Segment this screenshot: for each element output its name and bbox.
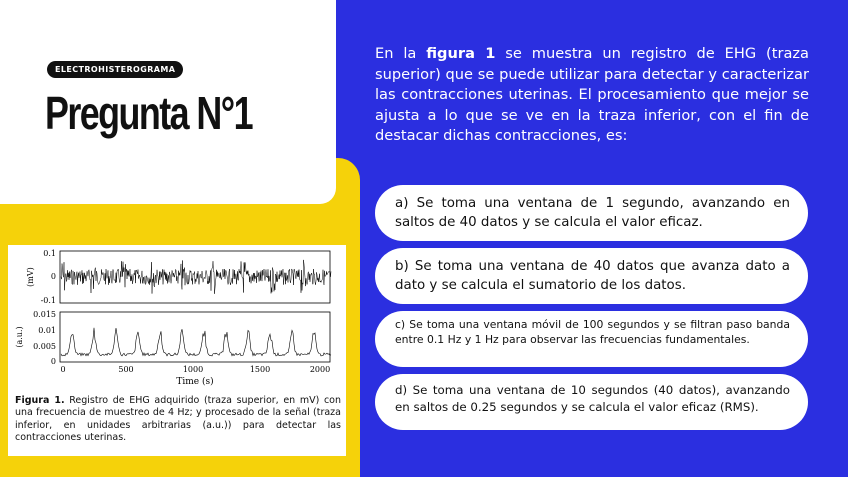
answer-option-d[interactable] — [375, 374, 808, 430]
x-axis-label: Time (s) — [176, 377, 214, 387]
top-y-axis-label: (mV) — [26, 267, 35, 287]
option-label: b) Se toma una ventana de 40 datos que avanza dato a dato y se calcula el sumatorio de los datos. — [395, 259, 790, 293]
top-tick-label: 0.1 — [43, 249, 56, 258]
ehg-figure-plot — [8, 245, 346, 395]
processed-signal-trace — [61, 328, 331, 356]
answer-option-a[interactable] — [375, 185, 808, 241]
answer-option-b[interactable] — [375, 248, 808, 304]
bottom-tick-label: 0.005 — [33, 342, 56, 351]
caption-label: Figura 1. — [15, 395, 65, 406]
topic-tag: ELECTROHISTEROGRAMA — [47, 61, 183, 78]
figure-1 — [8, 245, 346, 456]
top-panel-frame — [60, 251, 330, 303]
x-tick-label: 1500 — [249, 365, 271, 374]
page-title: Pregunta N°1 — [45, 87, 252, 139]
intro-before: En la — [375, 45, 427, 62]
option-label: a) Se toma una ventana de 1 segundo, avanzando en saltos de 40 datos y se calcula el valor eficaz. — [395, 196, 790, 230]
bottom-tick-label: 0.01 — [38, 326, 56, 335]
answer-option-c[interactable] — [375, 311, 808, 367]
question-text — [375, 44, 809, 147]
top-tick-label: 0 — [50, 272, 56, 281]
intro-figure-ref: figura 1 — [426, 45, 496, 62]
x-tick-label: 0 — [60, 365, 66, 374]
bottom-tick-label: 0.015 — [33, 310, 56, 319]
bottom-y-axis-label: (a.u.) — [15, 326, 24, 348]
bottom-tick-label: 0 — [50, 357, 56, 366]
top-tick-label: -0.1 — [40, 296, 56, 305]
caption-text: Registro de EHG adquirido (traza superior, en mV) con una frecuencia de muestreo de 4 Hz; y procesado de la señal (traza inferior, en unidades arbitrarias (a.u.)) para detectar las contracciones uterinas. — [15, 395, 341, 444]
option-label: d) Se toma una ventana de 10 segundos (40 datos), avanzando en saltos de 0.25 segundos y se calcula el valor eficaz (RMS). — [395, 383, 790, 414]
bottom-panel-frame — [60, 312, 330, 362]
x-tick-label: 2000 — [309, 365, 331, 374]
option-label: c) Se toma una ventana móvil de 100 segundos y se filtran paso banda entre 0.1 Hz y 1 Hz para observar las frecuencias fundamentales. — [395, 318, 790, 346]
figure-caption — [15, 395, 341, 445]
x-tick-label: 500 — [118, 365, 134, 374]
ehg-raw-trace — [61, 260, 331, 294]
x-tick-label: 1000 — [182, 365, 204, 374]
intro-after: se muestra un registro de EHG (traza superior) que se puede utilizar para detectar y caracterizar las contracciones uterinas. El procesamiento que mejor se ajusta a lo que se ve en la traza inferior, con el fin de destacar dichas contracciones, es: — [375, 45, 809, 145]
